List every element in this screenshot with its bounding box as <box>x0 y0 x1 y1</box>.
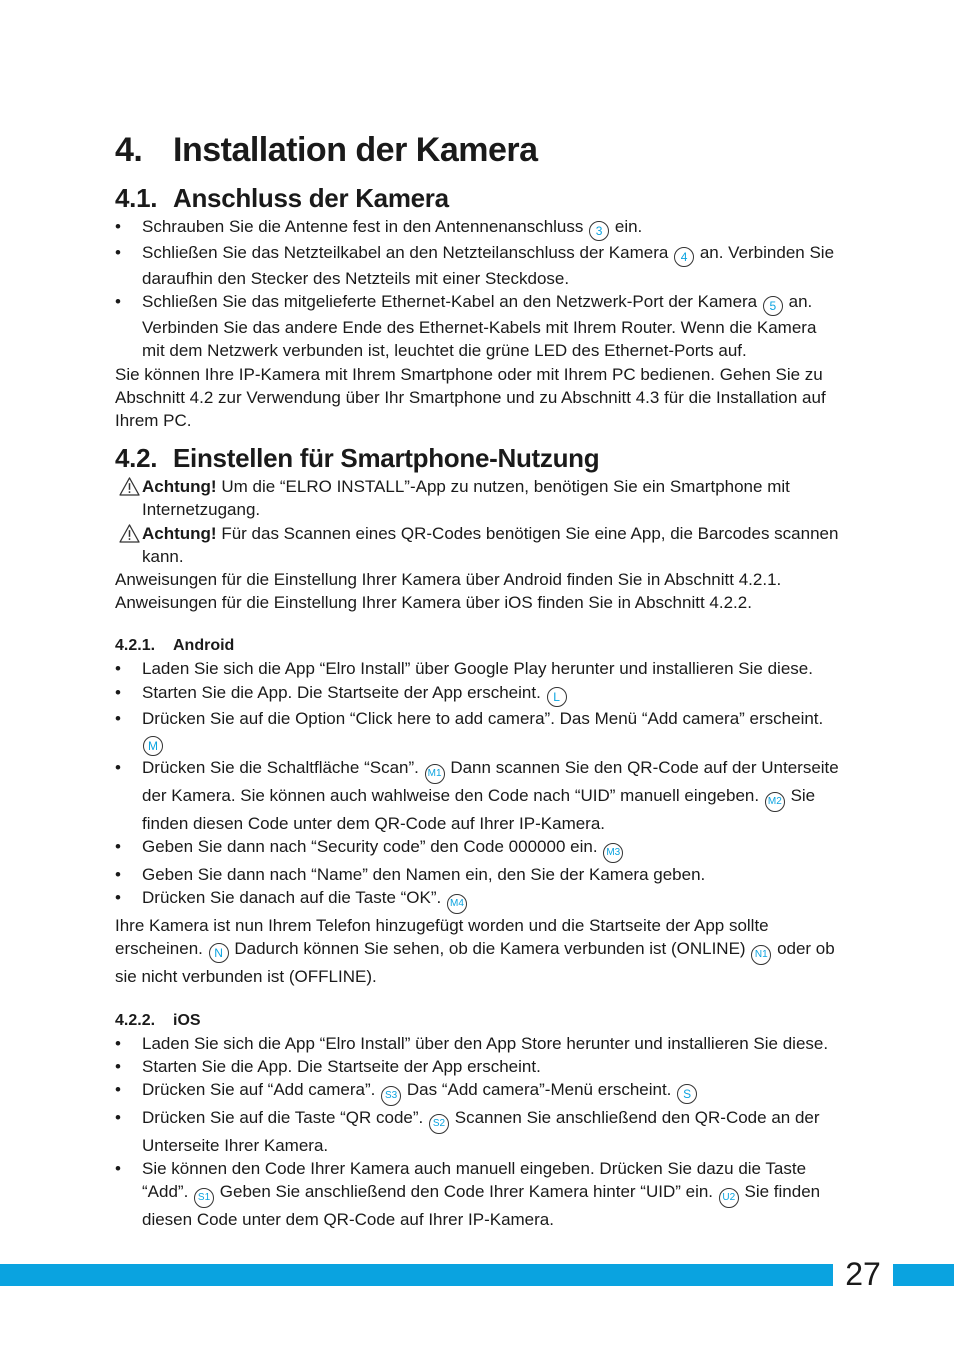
reference-marker: 5 <box>763 296 783 316</box>
body-paragraph: Sie können Ihre IP-Kamera mit Ihrem Smartphone oder mit Ihrem PC bedienen. Gehen Sie zu Abschnitt 4.2 zur Verwendung über Ihr Smartphone und zu Abschnitt 4.3 für die Installation auf Ihrem PC. <box>115 364 826 431</box>
reference-marker: 3 <box>589 221 609 241</box>
warning-note: Achtung! Um die “ELRO INSTALL”-App zu nutzen, benötigen Sie ein Smartphone mit Internetzugang. <box>115 475 840 521</box>
list-item: • Starten Sie die App. Die Startseite der App erscheint. <box>115 1055 840 1078</box>
reference-marker: S1 <box>194 1188 214 1208</box>
section-title: Anschluss der Kamera <box>173 183 449 213</box>
warning-triangle-icon <box>119 477 140 496</box>
chapter-number: 4. <box>115 131 143 169</box>
reference-marker: M <box>143 736 163 756</box>
section-heading-4-2 <box>115 441 840 475</box>
subsection-heading-ios <box>115 1009 840 1032</box>
chapter-title: Installation der Kamera <box>173 131 538 169</box>
connection-steps-list <box>115 215 840 363</box>
list-item: • Schrauben Sie die Antenne fest in den Antennenanschluss 3 ein. <box>115 215 840 241</box>
reference-marker: M1 <box>425 764 445 784</box>
reference-marker: U2 <box>719 1188 739 1208</box>
body-paragraph: Ihre Kamera ist nun Ihrem Telefon hinzugefügt worden und die Startseite der App sollte erscheinen. N Dadurch können Sie sehen, ob die Kamera verbunden ist (ONLINE) N1 oder ob sie nicht verbunden ist (OFFLINE). <box>115 916 835 987</box>
section-number: 4.2. <box>115 443 158 474</box>
list-item: • Schließen Sie das mitgelieferte Ethernet-Kabel an den Netzwerk-Port der Kamera 5 an. Verbinden Sie das andere Ende des Ethernet-Kabels mit Ihrem Router. Wenn die Kamera mit dem Netzwerk verbunden ist, leuchtet die grüne LED des Ethernet-Ports auf. <box>115 290 840 362</box>
subsection-heading-android <box>115 634 840 657</box>
android-steps-list <box>115 657 840 914</box>
reference-marker: M2 <box>765 792 785 812</box>
chapter-heading <box>115 128 840 172</box>
page-content <box>115 128 840 1232</box>
list-item: • Geben Sie dann nach “Security code” den Code 000000 ein. M3 <box>115 835 840 863</box>
reference-marker: S3 <box>381 1086 401 1106</box>
list-item: • Drücken Sie danach auf die Taste “OK”. M4 <box>115 886 840 914</box>
reference-marker: N <box>209 943 229 963</box>
reference-marker: 4 <box>674 247 694 267</box>
list-item: • Sie können den Code Ihrer Kamera auch manuell eingeben. Drücken Sie dazu die Taste “Add”. S1 Geben Sie anschließend den Code Ihrer Kamera hinter “UID” ein. U2 Sie finden diesen Code unter dem QR-Code auf Ihrer IP-Kamera. <box>115 1157 840 1231</box>
list-item: • Laden Sie sich die App “Elro Install” über Google Play herunter und installieren Sie diese. <box>115 657 840 680</box>
section-title: Einstellen für Smartphone-Nutzung <box>173 443 600 474</box>
page-number: 27 <box>845 1256 881 1292</box>
list-item: • Schließen Sie das Netzteilkabel an den Netzteilanschluss der Kamera 4 an. Verbinden Sie daraufhin den Stecker des Netzteils mit einer Steckdose. <box>115 241 840 290</box>
reference-marker: M4 <box>447 894 467 914</box>
reference-marker: M3 <box>603 843 623 863</box>
subsection-title: iOS <box>173 1011 201 1029</box>
footer-accent-bar <box>0 1264 954 1286</box>
reference-marker: N1 <box>751 945 771 965</box>
list-item: • Laden Sie sich die App “Elro Install” über den App Store herunter und installieren Sie diese. <box>115 1032 840 1055</box>
subsection-title: Android <box>173 637 235 655</box>
subsection-number: 4.2.2. <box>115 1011 156 1029</box>
list-item: • Drücken Sie auf die Taste “QR code”. S2 Scannen Sie anschließend den QR-Code an der Unterseite Ihrer Kamera. <box>115 1106 840 1157</box>
warning-label: Achtung! <box>142 523 217 543</box>
list-item: • Drücken Sie auf “Add camera”. S3 Das “Add camera”-Menü erscheint. S <box>115 1078 840 1106</box>
list-item: • Drücken Sie auf die Option “Click here to add camera”. Das Menü “Add camera” erscheint. M <box>115 707 840 756</box>
body-line: Anweisungen für die Einstellung Ihrer Kamera über Android finden Sie in Abschnitt 4.2.1. <box>115 570 782 590</box>
ios-steps-list <box>115 1032 840 1232</box>
reference-marker: S2 <box>429 1114 449 1134</box>
subsection-number: 4.2.1. <box>115 637 156 655</box>
warning-note: Achtung! Für das Scannen eines QR-Codes benötigen Sie eine App, die Barcodes scannen kann. <box>115 522 840 568</box>
reference-marker: S <box>677 1084 697 1104</box>
reference-marker: L <box>547 687 567 707</box>
body-line: Anweisungen für die Einstellung Ihrer Kamera über iOS finden Sie in Abschnitt 4.2.2. <box>115 593 752 613</box>
list-item: • Starten Sie die App. Die Startseite der App erscheint. L <box>115 681 840 707</box>
section-number: 4.1. <box>115 183 158 213</box>
list-item: • Geben Sie dann nach “Name” den Namen ein, den Sie der Kamera geben. <box>115 863 840 886</box>
list-item: • Drücken Sie die Schaltfläche “Scan”. M1 Dann scannen Sie den QR-Code auf der Unterseite der Kamera. Sie können auch wahlweise den Code nach “UID” manuell eingeben. M2 Sie finden diesen Code unter dem QR-Code auf Ihrer IP-Kamera. <box>115 756 840 835</box>
section-heading-4-1 <box>115 181 840 215</box>
warning-label: Achtung! <box>142 477 217 497</box>
warning-triangle-icon <box>119 524 140 543</box>
